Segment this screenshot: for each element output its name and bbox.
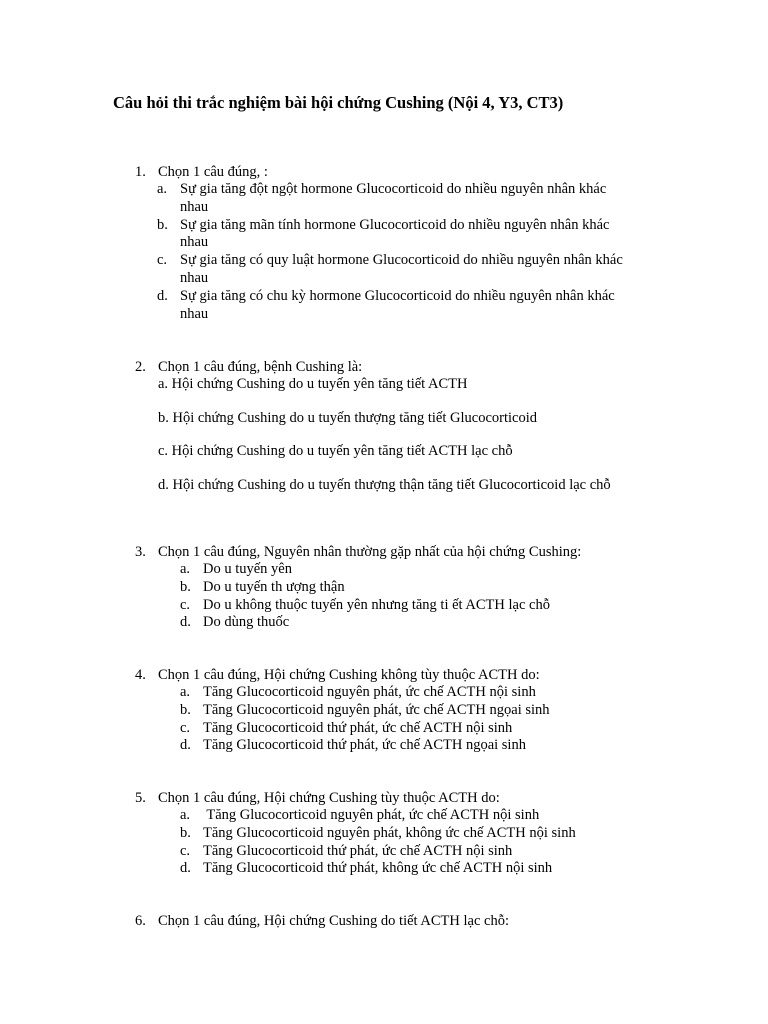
- option-a: a. Tăng Glucocorticoid nguyên phát, ức chế ACTH nội sinh: [180, 684, 536, 700]
- question-text: Chọn 1 câu đúng, :: [158, 164, 268, 180]
- option-c: c. Tăng Glucocorticoid thứ phát, ức chế ACTH nội sinh: [180, 842, 513, 859]
- option-d: d. Hội chứng Cushing do u tuyến thượng thận tăng tiết Glucocorticoid lạc chỗ: [158, 477, 611, 493]
- option-a: a. Sự gia tăng đột ngột hormone Glucocorticoid do nhiều nguyên nhân khác nhau: [157, 181, 607, 215]
- option-b: b. Tăng Glucocorticoid nguyên phát, không ức chế ACTH nội sinh: [180, 824, 576, 841]
- question-text: Chọn 1 câu đúng, Hội chứng Cushing không tùy thuộc ACTH do:: [158, 667, 540, 683]
- option-c: c. Hội chứng Cushing do u tuyến yên tăng tiết ACTH lạc chỗ: [158, 443, 513, 459]
- option-d: d. Tăng Glucocorticoid thứ phát, ức chế ACTH ngọai sinh: [180, 737, 526, 754]
- option-b: b. Do u tuyến th ượng thận: [180, 578, 345, 595]
- option-a: a. Do u tuyến yên: [180, 561, 292, 577]
- option-b: b. Hội chứng Cushing do u tuyến thượng tăng tiết Glucocorticoid: [158, 410, 537, 426]
- option-c: c. Sự gia tăng có quy luật hormone Glucocorticoid do nhiều nguyên nhân khác nhau: [157, 252, 623, 286]
- option-list: [157, 181, 637, 323]
- question-number: 3.: [135, 544, 146, 560]
- option-c: c. Do u không thuộc tuyến yên nhưng tăng ti ết ACTH lạc chỗ: [180, 596, 550, 613]
- option-d: d. Sự gia tăng có chu kỳ hormone Glucocorticoid do nhiều nguyên nhân khác nhau: [157, 287, 615, 322]
- option-d: d. Tăng Glucocorticoid thứ phát, không ức chế ACTH nội sinh: [180, 860, 553, 877]
- question-text: Chọn 1 câu đúng, bệnh Cushing là:: [158, 359, 363, 375]
- question-text: Chọn 1 câu đúng, Hội chứng Cushing tùy thuộc ACTH do:: [158, 790, 500, 806]
- question-text: Chọn 1 câu đúng, Nguyên nhân thường gặp nhất của hội chứng Cushing:: [158, 544, 582, 560]
- option-a: a. Tăng Glucocorticoid nguyên phát, ức chế ACTH nội sinh: [180, 807, 540, 823]
- option-list: [180, 561, 680, 632]
- option-list: [180, 807, 680, 878]
- option-a: a. Hội chứng Cushing do u tuyến yên tăng tiết ACTH: [158, 376, 468, 392]
- document-title: Câu hỏi thi trắc nghiệm bài hội chứng Cushing (Nội 4, Y3, CT3): [113, 93, 564, 112]
- option-c: c. Tăng Glucocorticoid thứ phát, ức chế ACTH nội sinh: [180, 719, 513, 736]
- question-text: Chọn 1 câu đúng, Hội chứng Cushing do tiết ACTH lạc chỗ:: [158, 913, 509, 929]
- option-d: d. Do dùng thuốc: [180, 614, 290, 631]
- question-number: 2.: [135, 359, 146, 375]
- question-number: 6.: [135, 913, 146, 929]
- question-number: 1.: [135, 164, 146, 180]
- option-b: b. Tăng Glucocorticoid nguyên phát, ức chế ACTH ngọai sinh: [180, 701, 550, 718]
- question-number: 4.: [135, 667, 146, 683]
- question-number: 5.: [135, 790, 146, 806]
- option-list: [180, 684, 680, 755]
- option-b: b. Sự gia tăng mãn tính hormone Glucocorticoid do nhiều nguyên nhân khác nhau: [157, 216, 610, 251]
